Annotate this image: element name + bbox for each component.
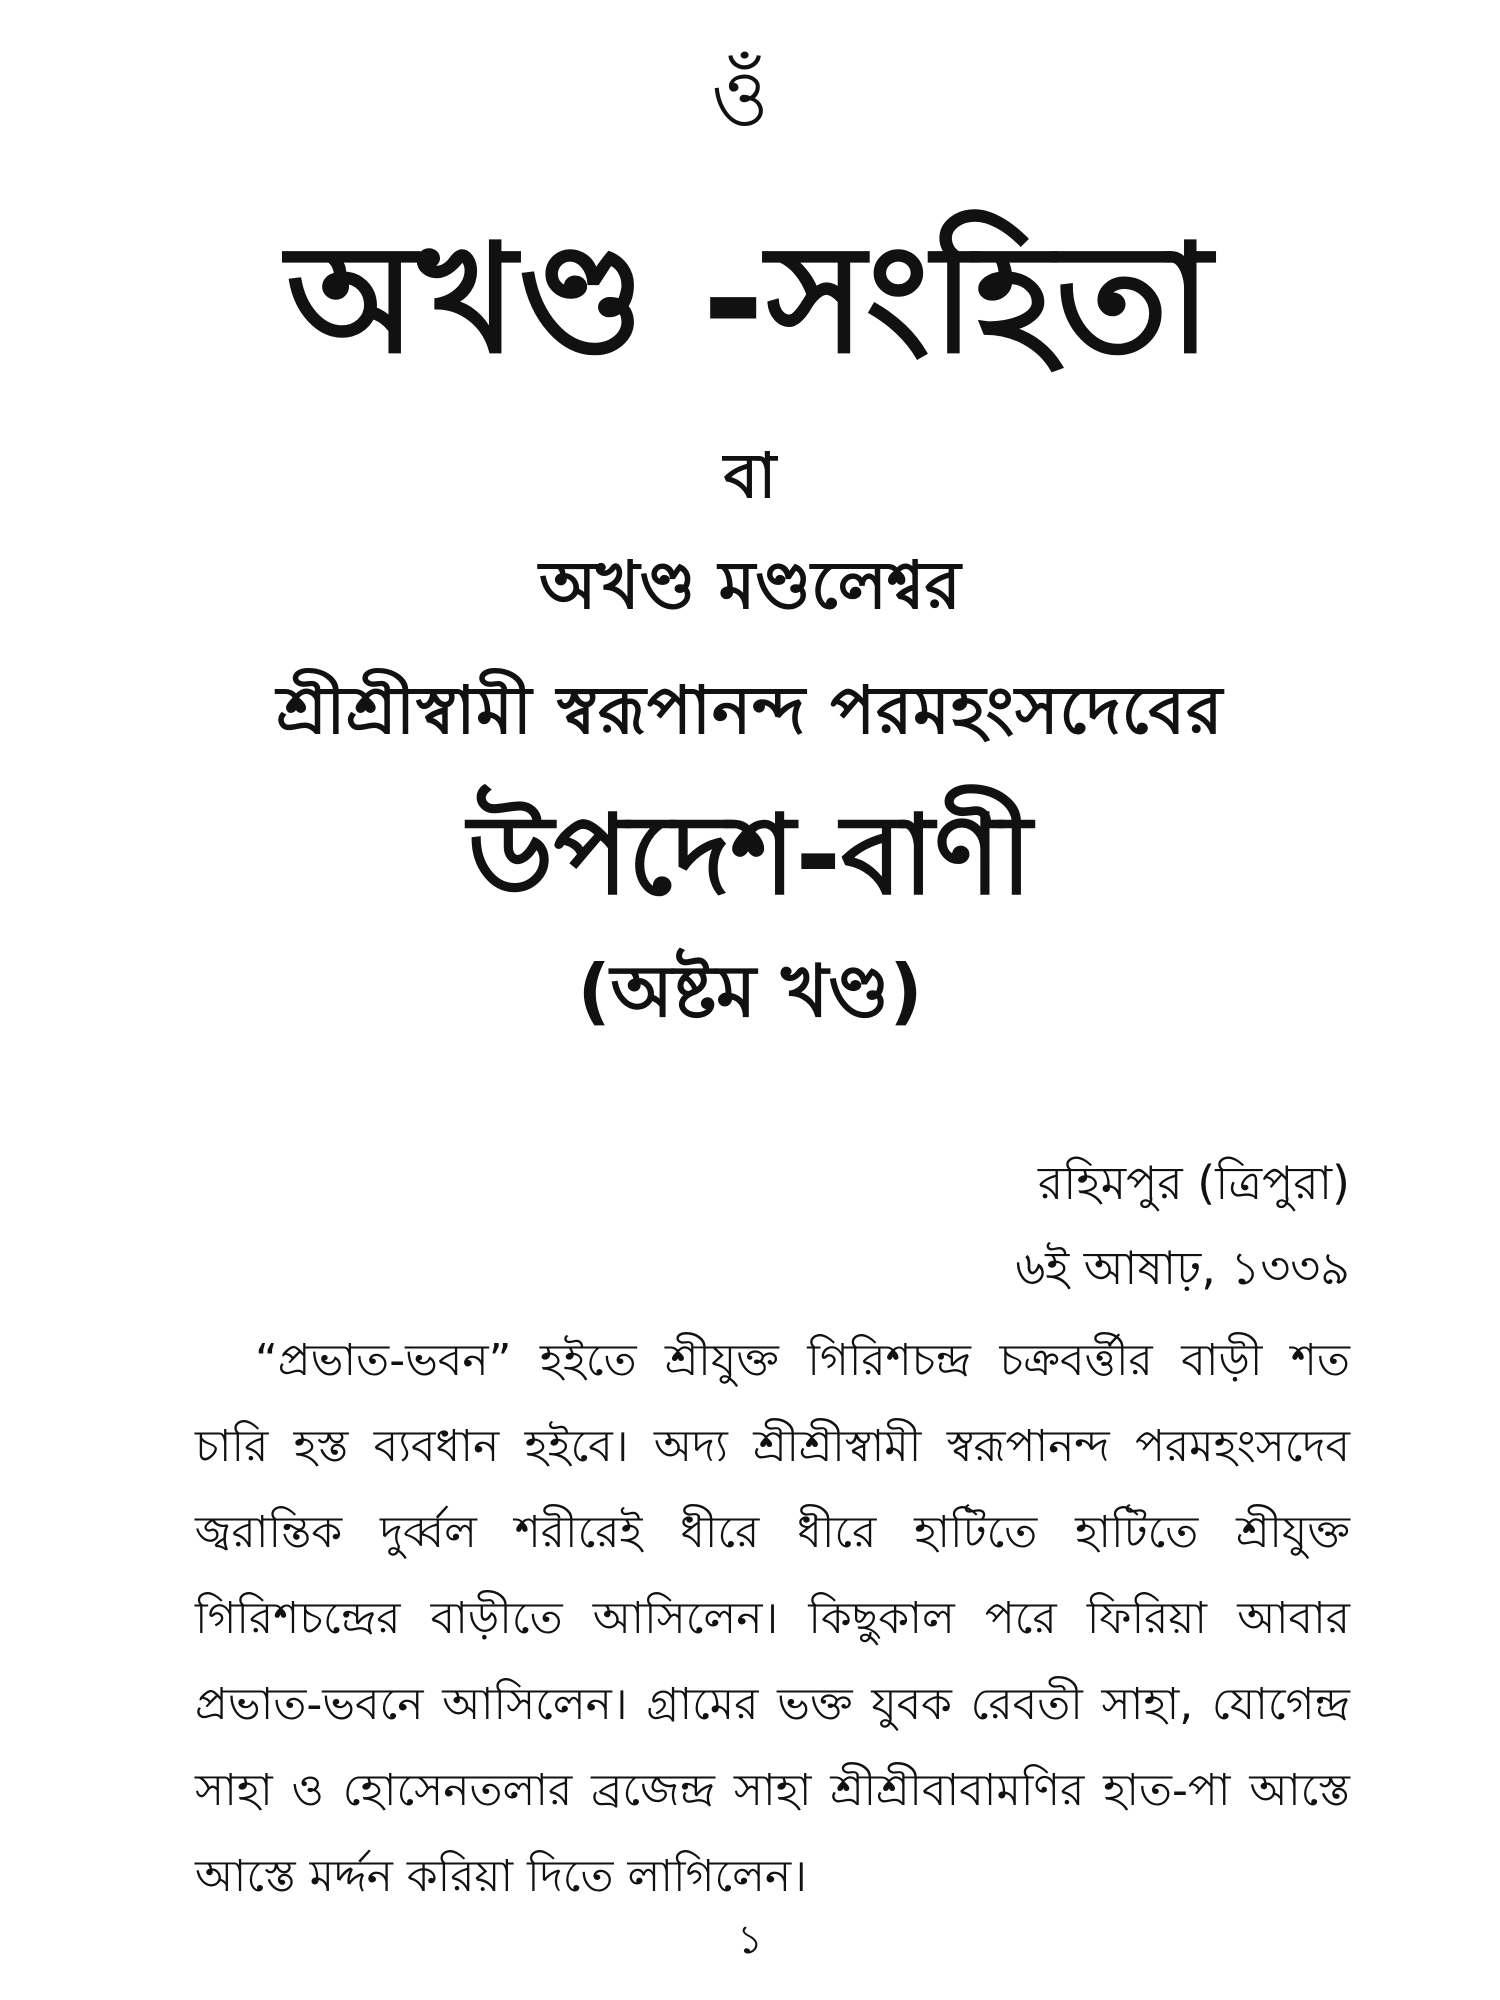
subtitle-line-1: অখণ্ড মণ্ডলেশ্বর xyxy=(539,547,961,624)
subtitle-line-3: উপদেশ-বাণী xyxy=(467,791,1033,919)
subtitle-line-2: শ্রীশ্রীস্বামী স্বরূপানন্দ পরমহংসদেবের xyxy=(276,672,1224,749)
entry-place: রহিমপুর (ত্রিপুরা) xyxy=(1037,1156,1350,1210)
body-paragraph: “প্রভাত-ভবন” হইতে শ্রীযুক্ত গিরিশচন্দ্র চক্রবর্ত্তীর বাড়ী শত চারি হস্ত ব্যবধান হইবে। অদ্য শ্রীশ্রীস্বামী স্বরূপানন্দ পরমহংসদেব জ্বরান্তিক দুর্ব্বল শরীরেই ধীরে ধীরে হাটিতে হাটিতে শ্রীযুক্ত গিরিশচন্দ্রের বাড়ীতে আসিলেন। কিছুকাল পরে ফিরিয়া আবার প্রভাত-ভবনে আসিলেন। গ্রামের ভক্ত যুবক রেবতী সাহা, যোগেন্দ্র সাহা ও হোসেনতলার ব্রজেন্দ্র সাহা শ্রীশ্রীবাবামণির হাত-পা আস্তে আস্তে মর্দ্দন করিয়া দিতে লাগিলেন। xyxy=(195,1335,1350,1902)
om-symbol: ওঁ xyxy=(711,54,769,144)
entry-date: ৬ই আষাঢ়, ১৩৩৯ xyxy=(1015,1241,1350,1295)
book-title: অখণ্ড -সংহিতা xyxy=(286,213,1214,387)
title-conjunction: বা xyxy=(723,439,777,512)
volume-label: (অষ্টম খণ্ড) xyxy=(577,949,923,1033)
page-number: ১ xyxy=(737,1917,763,1963)
